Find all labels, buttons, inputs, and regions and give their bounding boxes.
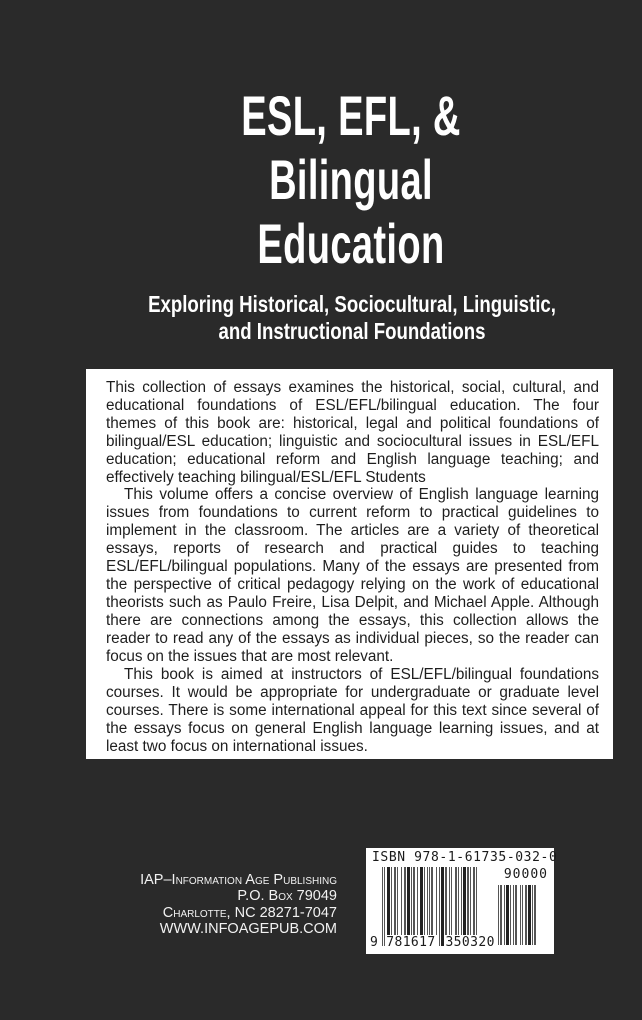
publisher-name: IAP–Information Age Publishing	[140, 872, 337, 888]
title-line-2: Bilingual	[269, 148, 433, 211]
title-line-1: ESL, EFL, &	[241, 84, 461, 147]
barcode-addon-bars-icon	[498, 885, 548, 945]
description-paragraph-1: This collection of essays examines the historical, social, cultural, and educational foundations of ESL/EFL/bilingual education. The four themes of this book are: historical, legal and political foundations of bilingual/ESL education; linguistic and sociocultural issues in ESL/EFL education; educational reform and English language teaching; and effectively teaching bilingual/ESL/EFL Students	[106, 379, 599, 486]
barcode-digit-first: 9	[370, 935, 379, 950]
barcode-digit-group-1: 781617	[386, 935, 436, 950]
publisher-address-line-2: Charlotte, NC 28271-7047	[162, 904, 337, 921]
subtitle-line-2: and Instructional Foundations	[218, 318, 486, 344]
description-paragraph-3: This book is aimed at instructors of ESL/EFL/bilingual foundations courses. It would be appropriate for undergraduate or graduate level courses. There is some international appeal for this text since several of the essays focus on general English language learning issues, and at least two focus on international issues.	[106, 665, 599, 755]
barcode-digit-group-2: 350320	[445, 935, 495, 950]
book-subtitle	[67, 291, 637, 345]
book-title	[112, 84, 589, 276]
isbn-label: ISBN 978-1-61735-032-0	[372, 850, 558, 865]
description-paragraph-2: This volume offers a concise overview of English language learning issues from foundations to current reform to practical guidelines to implement in the classroom. The articles are a variety of theoretical essays, reports of research and practical guides to teaching ESL/EFL/bilingual populations. Many of the essays are presented from the perspective of critical pedagogy relying on the work of educational theorists such as Paulo Freire, Lisa Delpit, and Michael Apple. Although there are connections among the essays, this collection allows the reader to read any of the essays as individual pieces, so the reader can focus on the issues that are most relevant.	[106, 486, 599, 665]
description-box	[86, 369, 613, 759]
publisher-address-line-1: P.O. Box 79049	[237, 888, 337, 905]
isbn-barcode	[366, 848, 558, 954]
publisher-website: WWW.INFOAGEPUB.COM	[159, 921, 337, 938]
title-line-3: Education	[257, 212, 445, 275]
barcode-addon-number: 90000	[503, 867, 548, 882]
publisher-info	[100, 872, 337, 938]
barcode-digits	[369, 935, 496, 950]
subtitle-line-1: Exploring Historical, Sociocultural, Linguistic,	[148, 291, 556, 317]
